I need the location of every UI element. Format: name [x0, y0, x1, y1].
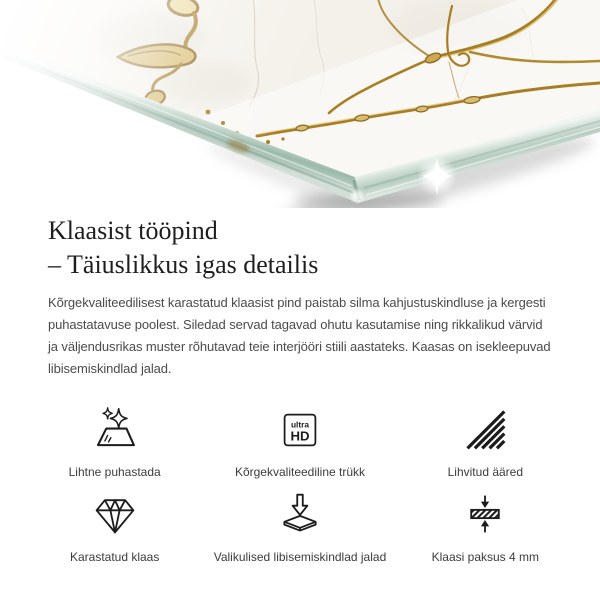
diamond-icon [92, 491, 138, 537]
feature-easy-to-clean [22, 406, 207, 479]
page-title-line-2: – Täiuslikkus igas detailis [48, 250, 319, 279]
sparkle-surface-icon [92, 406, 138, 452]
feature-polished-edges [393, 406, 578, 479]
feature-label: Karastatud klaas [69, 550, 160, 564]
feature-label: Valikulised libisemiskindlad jalad [213, 550, 387, 564]
feature-non-slip-feet [207, 491, 392, 564]
feature-label: Kõrgekvaliteediline trükk [234, 465, 366, 479]
product-image [0, 0, 600, 208]
feature-grid [22, 406, 578, 564]
ultra-hd-icon [278, 406, 322, 452]
page-title-line-1: Klaasist tööpind [48, 216, 218, 245]
polished-edges-icon [462, 406, 508, 452]
feature-label: Klaasi paksus 4 mm [431, 550, 539, 564]
product-description-section [0, 214, 600, 564]
product-description-text: Kõrgekvaliteedilisest karastatud klaasist pind paistab silma kahjustuskindluse ja kergesti puhastatavuse poolest. Siledad servad tagavad ohutu kasutamise ning rikkalikud värvid ja väljendusrikas muster rõhutavad teie interjööri stiili aastateks. Kaasas on isekleepuvad libisemiskindlad jalad. [48, 295, 551, 376]
feature-tempered-glass [22, 491, 207, 564]
non-slip-feet-icon [277, 491, 323, 537]
feature-label: Lihtne puhastada [68, 465, 161, 479]
marble-glass-worktop-illustration [0, 0, 600, 208]
ultra-hd-text-bottom: HD [290, 428, 310, 444]
feature-label: Lihvitud ääred [447, 465, 524, 479]
ultra-hd-text-top: ultra [290, 419, 310, 430]
feature-ultra-hd-print [207, 406, 392, 479]
feature-glass-thickness [393, 491, 578, 564]
glass-thickness-icon [462, 491, 508, 537]
page-title [48, 214, 552, 282]
